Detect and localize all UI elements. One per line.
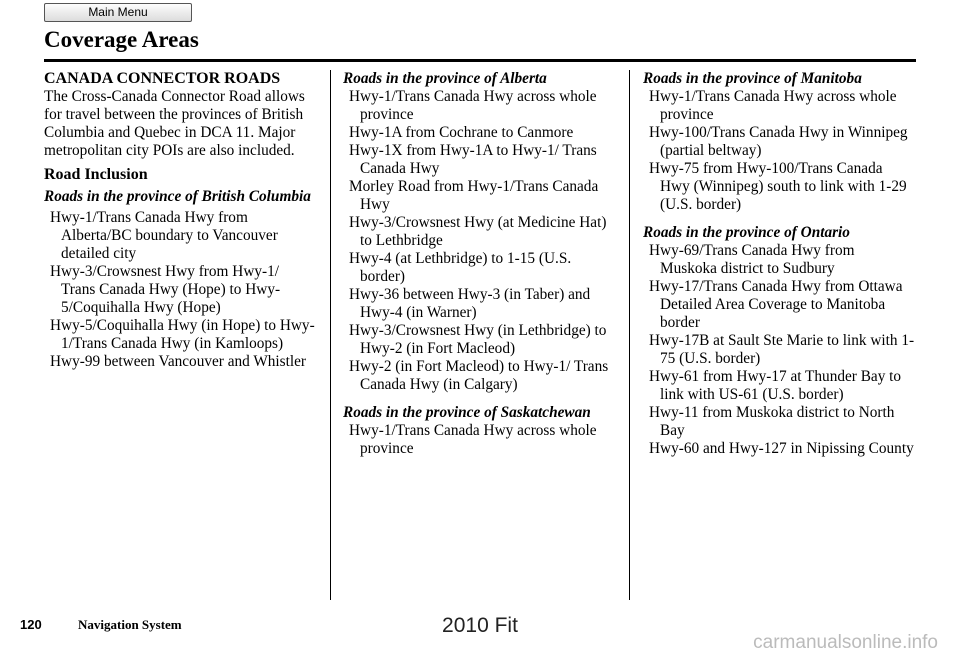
list-item: Hwy-100/Trans Canada Hwy in Winnipeg (partial beltway) — [649, 124, 908, 159]
list-item: Hwy-1A from Cochrane to Canmore — [349, 124, 574, 141]
column-divider — [629, 70, 630, 600]
manitoba-road-list — [643, 88, 915, 214]
list-item: Hwy-17/Trans Canada Hwy from Ottawa Detailed Area Coverage to Manitoba border — [649, 278, 903, 331]
list-item: Hwy-61 from Hwy-17 at Thunder Bay to link with US-61 (U.S. border) — [649, 368, 902, 403]
footer-section-name: Navigation System — [78, 617, 182, 632]
subheading-alberta: Roads in the province of Alberta — [343, 70, 547, 87]
alberta-road-list — [343, 88, 615, 394]
list-item: Hwy-1X from Hwy-1A to Hwy-1/ Trans Canada Hwy — [349, 142, 597, 177]
list-item: Hwy-1/Trans Canada Hwy across whole province — [349, 422, 597, 457]
column-2 — [343, 70, 615, 458]
list-item: Hwy-69/Trans Canada Hwy from Muskoka district to Sudbury — [649, 242, 855, 277]
main-menu-button[interactable]: Main Menu — [44, 3, 192, 22]
list-item: Hwy-36 between Hwy-3 (in Taber) and Hwy-4 (in Warner) — [349, 286, 591, 321]
list-item: Hwy-1/Trans Canada Hwy from Alberta/BC boundary to Vancouver detailed city — [50, 209, 278, 262]
title-rule — [44, 59, 916, 62]
list-item: Hwy-3/Crowsnest Hwy from Hwy-1/ Trans Canada Hwy (Hope) to Hwy-5/Coquihalla Hwy (Hope) — [50, 263, 281, 316]
page-number: 120 — [20, 617, 42, 632]
section-heading-road-inclusion: Road Inclusion — [44, 166, 148, 183]
list-item: Hwy-2 (in Fort Macleod) to Hwy-1/ Trans Canada Hwy (in Calgary) — [349, 358, 609, 393]
list-item: Hwy-60 and Hwy-127 in Nipissing County — [649, 440, 914, 457]
column-divider — [330, 70, 331, 600]
section-heading-canada-connector: CANADA CONNECTOR ROADS — [44, 70, 281, 87]
list-item: Morley Road from Hwy-1/Trans Canada Hwy — [349, 178, 599, 213]
column-1 — [44, 70, 316, 371]
site-watermark: carmanualsonline.info — [753, 632, 938, 653]
list-item: Hwy-5/Coquihalla Hwy (in Hope) to Hwy-1/Trans Canada Hwy (in Kamloops) — [50, 317, 315, 352]
subheading-british-columbia: Roads in the province of British Columbia — [44, 188, 311, 205]
list-item: Hwy-11 from Muskoka district to North Bay — [649, 404, 895, 439]
list-item: Hwy-75 from Hwy-100/Trans Canada Hwy (Winnipeg) south to link with 1-29 (U.S. border) — [649, 160, 907, 213]
list-item: Hwy-3/Crowsnest Hwy (in Lethbridge) to Hwy-2 (in Fort Macleod) — [349, 322, 607, 357]
list-item: Hwy-1/Trans Canada Hwy across whole province — [349, 88, 597, 123]
bc-road-list — [44, 209, 316, 371]
saskatchewan-road-list — [343, 422, 615, 458]
subheading-saskatchewan: Roads in the province of Saskatchewan — [343, 404, 591, 421]
subheading-ontario: Roads in the province of Ontario — [643, 224, 850, 241]
list-item: Hwy-17B at Sault Ste Marie to link with 1-75 (U.S. border) — [649, 332, 915, 367]
page-title: Coverage Areas — [44, 27, 199, 52]
subheading-manitoba: Roads in the province of Manitoba — [643, 70, 862, 87]
list-item: Hwy-1/Trans Canada Hwy across whole province — [649, 88, 897, 123]
intro-paragraph: The Cross-Canada Connector Road allows for travel between the provinces of British Columbia and Quebec in DCA 11. Major metropolitan city POIs are also included. — [44, 88, 305, 159]
list-item: Hwy-3/Crowsnest Hwy (at Medicine Hat) to Lethbridge — [349, 214, 607, 249]
list-item: Hwy-99 between Vancouver and Whistler — [50, 353, 307, 370]
ontario-road-list — [643, 242, 915, 458]
column-3 — [643, 70, 915, 458]
model-watermark: 2010 Fit — [442, 614, 518, 637]
list-item: Hwy-4 (at Lethbridge) to 1-15 (U.S. border) — [349, 250, 572, 285]
